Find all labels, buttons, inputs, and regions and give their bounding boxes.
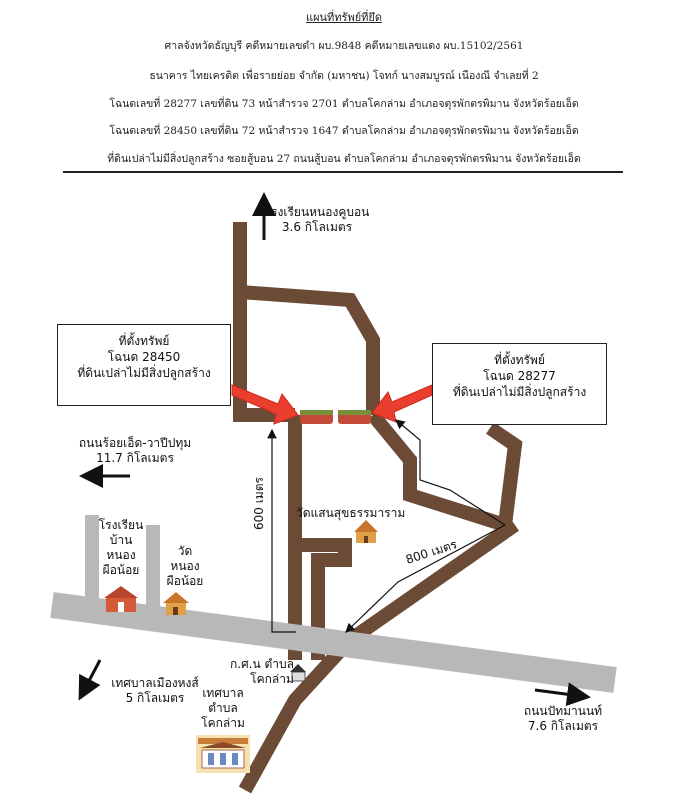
temple-west-line3: ผือน้อย [166,574,204,588]
property-left-title: ที่ตั้งทรัพย์ [118,334,170,348]
road-east-distance: 7.6 กิโลเมตร [527,719,599,733]
school-west-label [96,518,146,578]
muni-local-line3: โคกล่าม [201,716,245,730]
school-west-line1: โรงเรียน [98,518,144,532]
deed-28450-line: โฉนดเลขที่ 28450 เลขที่ดิน 72 หน้าสำรวจ 1647 ตำบลโคกล่าม อำเภอจตุรพักตรพิมาน จังหวัดร้อยเอ็ด [109,125,579,137]
temple-west-label [160,544,210,589]
muni-west-distance: 5 กิโลเมตร [125,691,185,705]
school-north-name: โรงเรียนหนองคูบอน [264,205,370,219]
school-north-distance: 3.6 กิโลเมตร [281,220,353,234]
distance-800-label: 800 เมตร [403,537,459,567]
kson-line2: โคกล่าม [250,672,294,686]
kson-line1: ก.ศ.น ตำบล [229,657,295,671]
parties-line: ธนาคาร ไทยเครดิต เพื่อรายย่อย จำกัด (มหาชน) โจทก์ นางสมบูรณ์ เนืองณี จำเลยที่ 2 [149,70,539,82]
road-west-vertical [240,222,295,415]
muni-local-line2: ตำบล [208,701,238,715]
school-north-label [262,205,372,235]
plot-28450 [300,410,333,424]
school-west-line4: ผือน้อย [102,563,140,577]
temple-west-line2: หนอง [170,559,200,573]
temple-west-line1: วัด [177,544,193,558]
distance-600-label: 600 เมตร [252,477,266,530]
highway-gray [52,605,615,680]
road-west-distance: 11.7 กิโลเมตร [96,451,174,465]
deed-28277-line: โฉนดเลขที่ 28277 เลขที่ดิน 73 หน้าสำรวจ 2701 ตำบลโคกล่าม อำเภอจตุรพักตรพิมาน จังหวัดร้อยเอ็ด [109,98,579,110]
location-line: ที่ดินเปล่าไม่มีสิ่งปลูกสร้าง ซอยสู้บอน 27 ถนนสู้บอน ตำบลโคกล่าม อำเภอจตุรพักตรพิมาน จังหวัดร้อยเอ็ด [107,153,581,165]
road-west-name: ถนนร้อยเอ็ด-วาปีปทุม [78,436,192,450]
road-east-label [508,704,618,734]
temple-saen-label: วัดแสนสุขธรรมาราม [296,506,406,520]
school-west-line2: บ้าน [109,533,133,547]
muni-local-label [193,686,253,731]
court-case-line: ศาลจังหวัดธัญบุรี คดีหมายเลขดำ ผบ.9848 คดีหมายเลขแดง ผบ.15102/2561 [164,40,524,52]
red-arrow-right [372,385,432,422]
temple-west-icon [163,592,189,615]
kson-label [222,657,302,687]
municipality-icon [196,735,250,773]
temple-saen-icon [354,520,378,543]
property-left-deed: โฉนด 28450 [107,350,181,364]
arrow-east [535,690,588,697]
muni-west-name: เทศบาลเมืองหงส์ [111,676,199,690]
road-east-name: ถนนปัทมานนท์ [523,704,603,718]
school-icon [104,586,138,612]
map-title: แผนที่ทรัพย์ที่ยึด [305,11,382,24]
muni-local-line1: เทศบาล [202,686,244,700]
property-right-desc: ที่ดินเปล่าไม่มีสิ่งปลูกสร้าง [452,385,587,399]
property-left-desc: ที่ดินเปล่าไม่มีสิ่งปลูกสร้าง [77,366,211,380]
property-right-box [432,343,607,425]
road-west-label [60,436,210,466]
property-right-deed: โฉนด 28277 [483,369,556,383]
school-west-line3: หนอง [106,548,136,562]
plot-28277 [338,410,371,424]
property-right-title: ที่ตั้งทรัพย์ [494,353,545,367]
property-left-box [57,324,231,406]
